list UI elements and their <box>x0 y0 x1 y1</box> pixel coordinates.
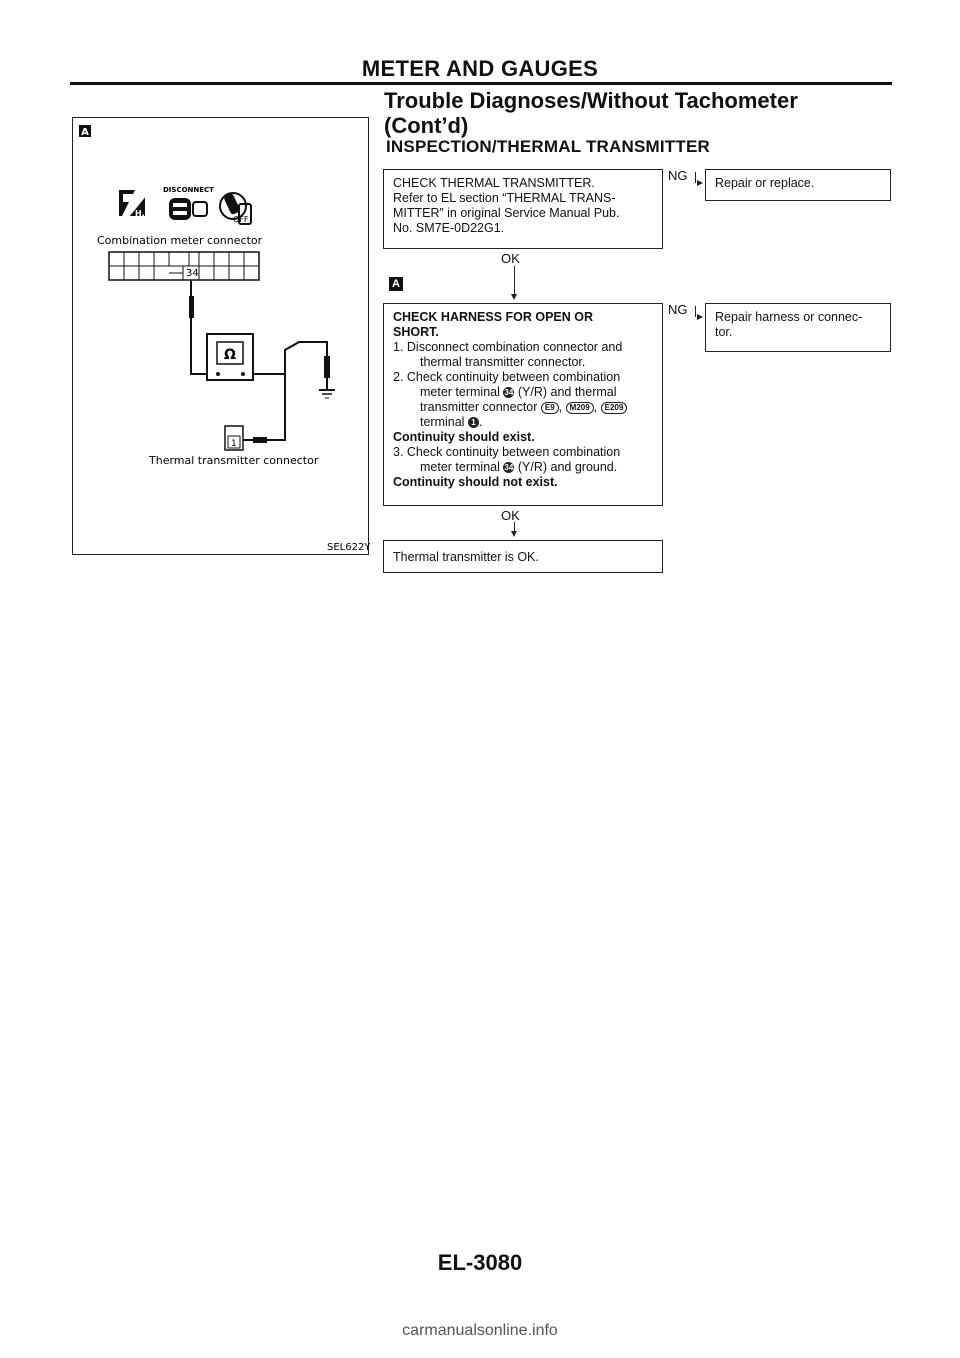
subtitle-line-1: Trouble Diagnoses/Without Tachometer <box>384 88 798 113</box>
step2-item3-line-2 <box>393 460 653 475</box>
diagram-marker-label: A <box>81 127 89 138</box>
hs-label: H.S. <box>135 209 154 218</box>
connector-e9-badge: E9 <box>541 402 559 414</box>
pin-34-icon-2: 34 <box>504 463 514 473</box>
step1-ok-line <box>514 266 515 294</box>
step2-ng-connector <box>695 306 696 317</box>
step2-box <box>383 303 663 506</box>
step2-title-line-2: SHORT. <box>393 325 439 339</box>
step2-item1-line-1: 1. Disconnect combination connector and <box>393 340 623 354</box>
step2-title-line-1: CHECK HARNESS FOR OPEN OR <box>393 310 594 324</box>
step2-item2-y-r: (Y/R) and thermal <box>517 385 617 399</box>
header-title: METER AND GAUGES <box>361 56 599 81</box>
disconnect-label: DISCONNECT <box>163 186 214 194</box>
combination-connector-label: Combination meter connector <box>97 234 263 247</box>
ohm-symbol: Ω <box>224 347 236 363</box>
connector-m209-badge: M209 <box>566 402 594 414</box>
step2-item3-ground: (Y/R) and ground. <box>517 460 618 474</box>
step2-item2-line-1: 2. Check continuity between combination <box>393 370 621 384</box>
header-rule <box>70 82 892 85</box>
step2-item3-meter-terminal: meter terminal <box>420 460 500 474</box>
pin-1-icon: 1 <box>468 417 479 428</box>
step1-line-4: No. SM7E-0D22G1. <box>393 221 505 235</box>
step1-box <box>383 169 663 249</box>
step2-item2-line-4 <box>393 415 653 430</box>
step2-ok-label: OK <box>501 508 520 523</box>
pin-34-icon: 34 <box>504 388 514 398</box>
off-label: OFF <box>233 215 249 224</box>
wiring-diagram-svg <box>73 118 370 556</box>
page-subtitle <box>384 88 904 138</box>
hs-icon <box>119 190 154 222</box>
step1-ng-arrow-icon <box>697 180 703 186</box>
step1-ok-label: OK <box>501 251 520 266</box>
step2-ok-line <box>514 522 515 531</box>
terminal-34-label: 34 <box>186 268 199 279</box>
thermal-connector-label: Thermal transmitter connector <box>149 454 319 467</box>
page-number: EL-3080 <box>437 1250 523 1275</box>
watermark-text: carmanualsonline.info <box>402 1322 558 1339</box>
step2-item2-meter-terminal: meter terminal <box>420 385 500 399</box>
diagram-code: SEL622Y <box>327 542 370 553</box>
step2-item1-line-2: thermal transmitter connector. <box>420 355 586 369</box>
subtitle-line-2: (Cont’d) <box>384 113 469 138</box>
step1-ok-arrow-icon <box>511 294 517 300</box>
step1-ng-result: Repair or replace. <box>715 176 815 190</box>
step2-note-2: Continuity should not exist. <box>393 475 558 489</box>
step1-line-3: MITTER” in original Service Manual Pub. <box>393 206 620 220</box>
result-text: Thermal transmitter is OK. <box>393 550 539 564</box>
marker-a-icon: A <box>389 277 403 291</box>
disconnect-icon <box>163 186 214 220</box>
step2-item2-connector-text: transmitter connector <box>420 400 538 414</box>
step1-line-2: Refer to EL section “THERMAL TRANS- <box>393 191 616 205</box>
step2-ng-result-line-2: tor. <box>715 325 733 339</box>
step2-item2-terminal: terminal <box>420 415 465 429</box>
step2-note-1: Continuity should exist. <box>393 430 535 444</box>
step2-ng-label: NG <box>668 302 688 317</box>
step2-ok-arrow-icon <box>511 531 517 537</box>
step2-ng-result-box <box>705 303 891 352</box>
terminal-1-label: 1 <box>231 439 237 449</box>
wiring-diagram <box>72 117 369 555</box>
step2-ng-result-line-1: Repair harness or connec- <box>715 310 863 324</box>
ignition-key-icon <box>220 193 251 224</box>
step2-item2-period: . <box>478 415 483 429</box>
connector-e209-badge: E209 <box>601 402 628 414</box>
step1-ng-label: NG <box>668 168 688 183</box>
step1-ng-result-box <box>705 169 891 201</box>
step2-item2-line-2 <box>393 385 653 400</box>
step1-line-1: CHECK THERMAL TRANSMITTER. <box>393 176 595 190</box>
step1-ng-connector <box>695 172 696 183</box>
combination-meter-connector-icon <box>109 252 259 280</box>
result-box <box>383 540 663 573</box>
step2-ng-arrow-icon <box>697 314 703 320</box>
section-title: INSPECTION/THERMAL TRANSMITTER <box>386 137 710 156</box>
step2-item2-line-3: transmitter connector E9 , M209 , E209 <box>393 400 653 415</box>
step2-item3-line-1: 3. Check continuity between combination <box>393 445 621 459</box>
